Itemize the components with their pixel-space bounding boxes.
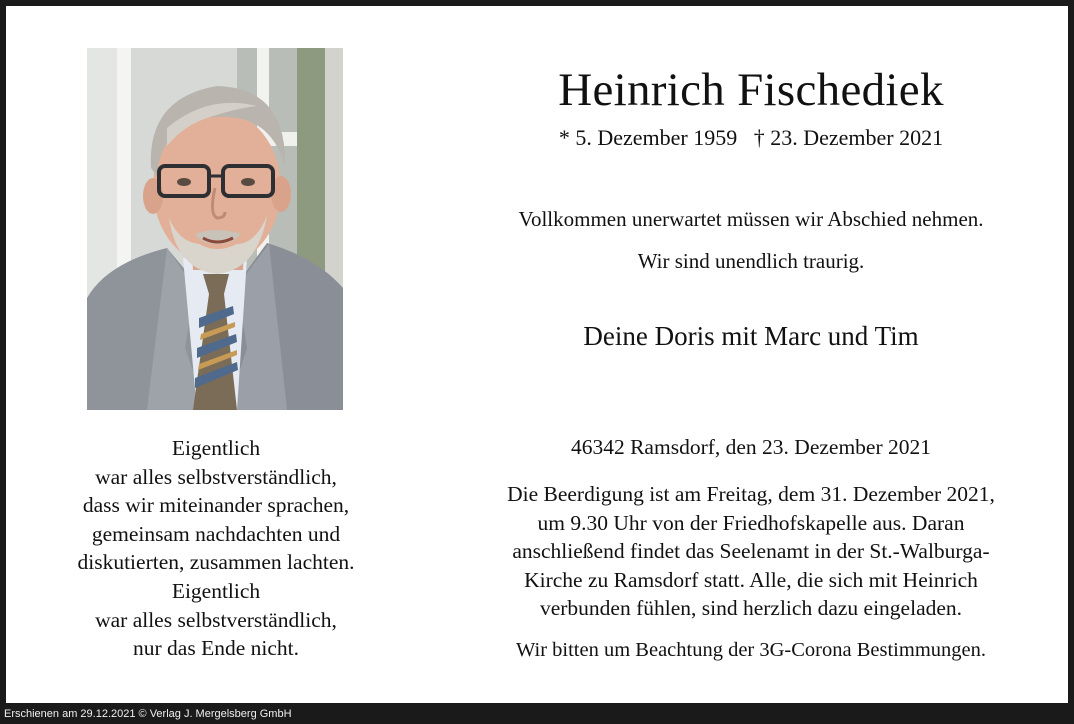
place-and-date: 46342 Ramsdorf, den 23. Dezember 2021 — [570, 435, 932, 459]
portrait-photo — [87, 48, 343, 410]
birth-date: * 5. Dezember 1959 — [558, 125, 738, 150]
publication-footer: Erschienen am 29.12.2021 © Verlag J. Mergelsberg GmbH — [4, 708, 292, 720]
lead-line-2: Wir sind unendlich traurig. — [637, 249, 865, 273]
poem-line: Eigentlich — [171, 436, 261, 460]
obituary-card — [6, 6, 1068, 703]
deceased-name: Heinrich Fischediek — [558, 64, 944, 116]
poem-line: dass wir miteinander sprachen, — [82, 493, 350, 518]
funeral-line: verbunden fühlen, sind herzlich dazu eingeladen. — [539, 596, 963, 621]
poem-line: nur das Ende nicht. — [133, 636, 299, 661]
poem-line: gemeinsam nachdachten und — [91, 521, 341, 546]
lead-line-1: Vollkommen unerwartet müssen wir Abschied nehmen. — [518, 207, 984, 231]
death-date: † 23. Dezember 2021 — [753, 125, 944, 150]
poem — [36, 434, 396, 663]
poem-line: war alles selbstverständlich, — [95, 607, 337, 632]
funeral-line: um 9.30 Uhr von der Friedhofskapelle aus. Daran — [537, 510, 965, 535]
poem-line: diskutierten, zusammen lachten. — [77, 550, 355, 575]
family-signature: Deine Doris mit Marc und Tim — [583, 321, 919, 351]
life-dates — [446, 124, 1056, 152]
funeral-line: Die Beerdigung ist am Freitag, dem 31. Dezember 2021, — [507, 482, 995, 506]
funeral-line: anschließend findet das Seelenamt in der St.-Walburga- — [512, 539, 990, 564]
poem-line: war alles selbstverständlich, — [95, 464, 337, 489]
date-separator — [737, 125, 754, 150]
poem-line: Eigentlich — [171, 578, 261, 603]
corona-note: Wir bitten um Beachtung der 3G-Corona Bestimmungen. — [515, 639, 986, 661]
funeral-line: Kirche zu Ramsdorf statt. Alle, die sich mit Heinrich — [524, 567, 978, 592]
funeral-details — [446, 480, 1056, 623]
